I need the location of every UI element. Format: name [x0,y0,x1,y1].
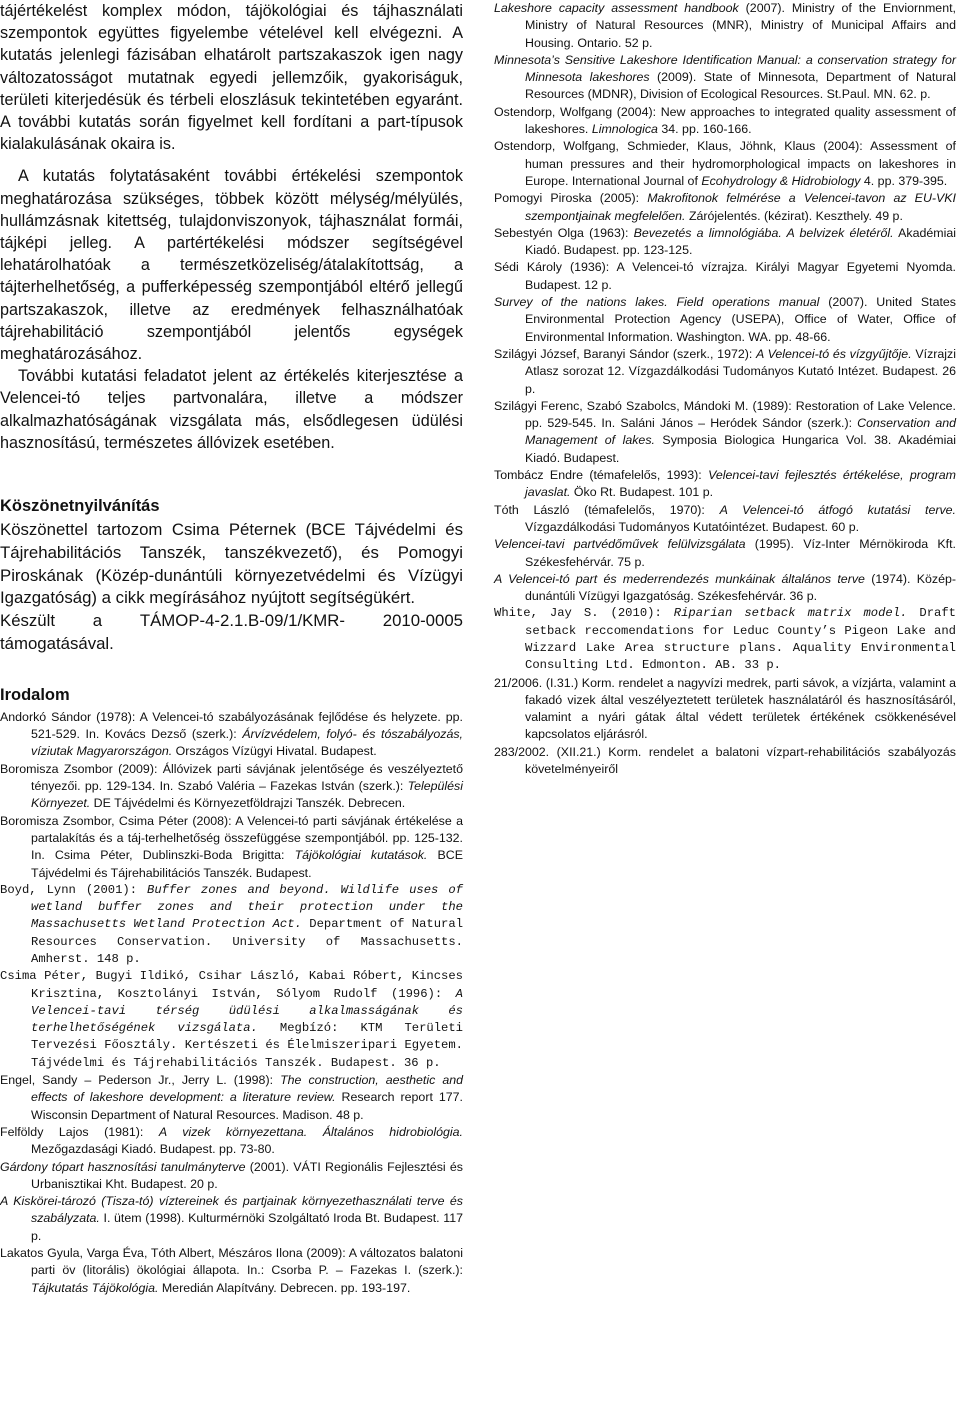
references-heading: Irodalom [0,685,70,704]
reference-item: Survey of the nations lakes. Field operations manual (2007). United States Environmental Protection Agency (USEPA), Office of Water, Office of Environmental Information. Washington. WA. pp. 48-66. [494,295,957,344]
reference-item: A Velencei-tó part és mederrendezés munkáinak általános terve (1974). Közép-dunántúli Vízügyi Igazgatóság. Székesfehérvár. 36 p. [494,571,957,604]
reference-item: Engel, Sandy – Pederson Jr., Jerry L. (1998): The construction, aesthetic and effects of lakeshore development: a literature review. Research report 177. Wisconsin Department of Natural Resources. Madison. 48 p. [0,1073,464,1122]
funding-word-1: Készült [0,611,56,631]
reference-item: Tóth László (témafelelős, 1970): A Velencei-tó átfogó kutatási terve. Vízgazdálkodási Tudományos Kutatóintézet. Budapest. 60 p. [494,502,956,534]
reference-item: Lakeshore capacity assessment handbook (2007). Ministry of the Enviornment, Ministry of Natural Resources (MNR), Ministry of Municipal Affairs and Housing. Ontario. 52 p. [494,1,956,50]
reference-item: Velencei-tavi partvédőművek felülvizsgálata (1995). Víz-Inter Mérnökiroda Kft. Székesfehérvár. 75 p. [494,537,956,569]
funding-line-end: támogatásával. [0,634,114,654]
reference-item: White, Jay S. (2010): Riparian setback matrix model. Draft setback reccomendations for Leduc County’s Pigeon Lake and Wizzard Lake Area structure plans. Aquality Environmental Consulting Ltd. Edmonton. AB. 33 p. [494,606,956,673]
reference-item: Szilágyi József, Baranyi Sándor (szerk., 1972): A Velencei-tó és vízgyűjtője. Vízrajzi Atlasz sorozat 12. Vízgazdálkodási Tudományos Kutató Intézet. Budapest. 26 p. [494,346,956,396]
acknowledgement-heading: Köszönetnyilvánítás [0,497,160,516]
reference-item: Ostendorp, Wolfgang (2004): New approaches to integrated quality assessment of lakeshores. Limnologica 34. pp. 160-166. [494,104,956,137]
reference-item: Tombácz Endre (témafelelős, 1993): Velencei-tavi fejlesztés értékelése, program javaslat. Öko Rt. Budapest. 101 p. [494,468,957,500]
paragraph-extension: További kutatási feladatot jelent az értékelés kiterjesztése a Velencei-tó teljes partvonalára, illetve a módszer alkalmazhatóságának vizsgálata más, elsődlegesen üdülési hasznosítású, természetes állóvizek esetében. [0,367,463,452]
funding-word-3: TÁMOP-4-2.1.B-09/1/KMR- [139,611,345,631]
reference-item: Minnesota’s Sensitive Lakeshore Identification Manual: a conservation strategy for Minnesota lakeshores (2009). State of Minnesota, Department of Natural Resources (MDNR), Division of Ecological Resources. St.Paul. MN. 62. p. [494,52,956,102]
reference-item: Szilágyi Ferenc, Szabó Szabolcs, Mándoki M. (1989): Restoration of Lake Velence. pp. 529-545. In. Saláni János – Heródek Sándor (szerk.): Conservation and Management of lakes. Symposia Biologica Hungarica Vol. 38. Akadémiai Kiadó. Budapest. [494,398,956,465]
reference-item: Csima Péter, Bugyi Ildikó, Csihar László, Kabai Róbert, Kincses Krisztina, Kosztolányi István, Sólyom Rudolf (1996): A Velencei-tavi térség üdülési alkalmasságának és terhelhetőségének vizsgálata. Megbízó: KTM Területi Tervezési Főosztály. Kertészeti és Élelmiszeripari Egyetem. Tájvédelmi és Tájrehabilitációs Tanszék. Budapest. 36 p. [0,969,463,1070]
funding-word-2: a [92,611,103,631]
reference-item: A Kiskörei-tározó (Tisza-tó) víztereinek és partjainak környezethasználati terve és szabályzata. I. ütem (1998). Kulturmérnöki Szolgáltató Iroda Bt. Budapest. 117 p. [0,1194,463,1243]
reference-item: 283/2002. (XII.21.) Korm. rendelet a balatoni vízpart-rehabilitációs szabályozás követelményeiről [494,744,956,777]
funding-line [0,610,463,633]
acknowledgement-text: Köszönettel tartozom Csima Péternek (BCE Tájvédelmi és Tájrehabilitációs Tanszék, tanszékvezető), és Pomogyi Piroskának (Közép-dunántúli környezetvédelmi és Vízügyi Igazgatóság) a cikk megírásához nyújtott segítségükért. [0,520,463,608]
reference-item: Sebestyén Olga (1963): Bevezetés a limnológiába. A belvizek életéről. Akadémiai Kiadó. Budapest. pp. 123-125. [494,225,956,258]
right-reference-list [494,0,956,778]
paragraph-future-work: A kutatás folytatásaként további értékelési szempontok meghatározása szükséges, többek között mélység/mélyülés, hullámzásnak kitettség, tulajdonviszonyok, tájhasználat formái, tájképi jelleg. A partértékelési módszer segítségével lehatárolhatóak a természetközeliség/átalakítottság, a tájterhelhetőség, a pufferképesség szempontjából eltérő jellegű partszakaszok, illetve az eredmények felhasználhatóak tájrehabilitáció szempontjából jelentős egységek meghatározásához. [0,167,463,364]
left-reference-list [0,709,463,1297]
reference-item: Ostendorp, Wolfgang, Schmieder, Klaus, Jöhnk, Klaus (2004): Assessment of human pressures and their hydromorphological impacts on lakeshores in Europe. International Journal of Ecohydrology & Hidrobiology 4. pp. 379-395. [494,139,956,188]
reference-item: Boromisza Zsombor (2009): Állóvizek parti sávjának jelentősége és veszélyeztető tényezői. pp. 129-134. In. Szabó Valéria – Fazekas István (szerk.): Települési Környezet. DE Tájvédelmi és Környezetföldrajzi Tanszék. Debrecen. [0,761,463,811]
reference-item: Gárdony tópart hasznosítási tanulmányterve (2001). VÁTI Regionális Fejlesztési és Urbanisztikai Kht. Budapest. 20 p. [0,1159,463,1191]
right-column [494,0,956,778]
reference-item: Boromisza Zsombor, Csima Péter (2008): A Velencei-tó parti sávjának értékelése a partalakítás és a táj-terhelhetőség összefüggése szempontjából. pp. 125-132. In. Csima Péter, Dublinszki-Boda Brigitta: Tájökológiai kutatások. BCE Tájvédelmi és Tájrehabilitációs Tanszék. Budapest. [0,813,463,880]
reference-item: Felföldy Lajos (1981): A vizek környezettana. Általános hidrobiológia. Mezőgazdasági Kiadó. Budapest. pp. 73-80. [0,1124,464,1157]
reference-item: Sédi Károly (1936): A Velencei-tó vízrajza. Királyi Magyar Egyetemi Nyomda. Budapest. 12 p. [494,260,956,292]
reference-item: Lakatos Gyula, Varga Éva, Tóth Albert, Mészáros Ilona (2009): A változatos balatoni parti öv (litorális) ökológiai állapota. In.: Csorba P. – Fazekas I. (szerk.): Tájkutatás Tájökológia. Meredián Alapítvány. Debrecen. pp. 193-197. [0,1246,463,1295]
reference-item: 21/2006. (I.31.) Korm. rendelet a nagyvízi medrek, parti sávok, a vízjárta, valamint a fakadó vizek által veszélyeztetett területek használatáról és hasznosításáról, valamint a nyári gátak által védett területek értékének csökkenésével kapcsolatos eljárásról. [494,675,956,742]
left-column [0,0,463,1297]
reference-item: Boyd, Lynn (2001): Buffer zones and beyond. Wildlife uses of wetland buffer zones and their protection under the Massachusetts Wetland Protection Act. Department of Natural Resources Conservation. University of Massachusetts. Amherst. 148 p. [0,882,464,966]
reference-item: Andorkó Sándor (1978): A Velencei-tó szabályozásának fejlődése és helyzete. pp. 521-529. In. Kovács Dezső (szerk.): Árvízvédelem, folyó- és tószabályozás, víziutak Magyarországon. Országos Vízügyi Hivatal. Budapest. [0,709,463,759]
intro-paragraph: tájértékelést komplex módon, tájökológiai és tájhasználati szempontok együttes figyelembe vételével kell elvégezni. A kutatás jelenlegi fázisában elhatárolt partszakaszok igen nagy változatosságot mutatnak egyedi jellemzőik, gyakoriságuk, területi kiterjedésük és térbeli eloszlásuk tekintetében egyaránt. A további kutatás során figyelmet kell fordítani a part-típusok kialakulásának okaira is. [0,2,463,154]
funding-word-4: 2010-0005 [382,611,463,631]
reference-item: Pomogyi Piroska (2005): Makrofitonok felmérése a Velencei-tavon az EU-VKI szempontjainak megfelelően. Zárójelentés. (kézirat). Keszthely. 49 p. [494,191,956,223]
